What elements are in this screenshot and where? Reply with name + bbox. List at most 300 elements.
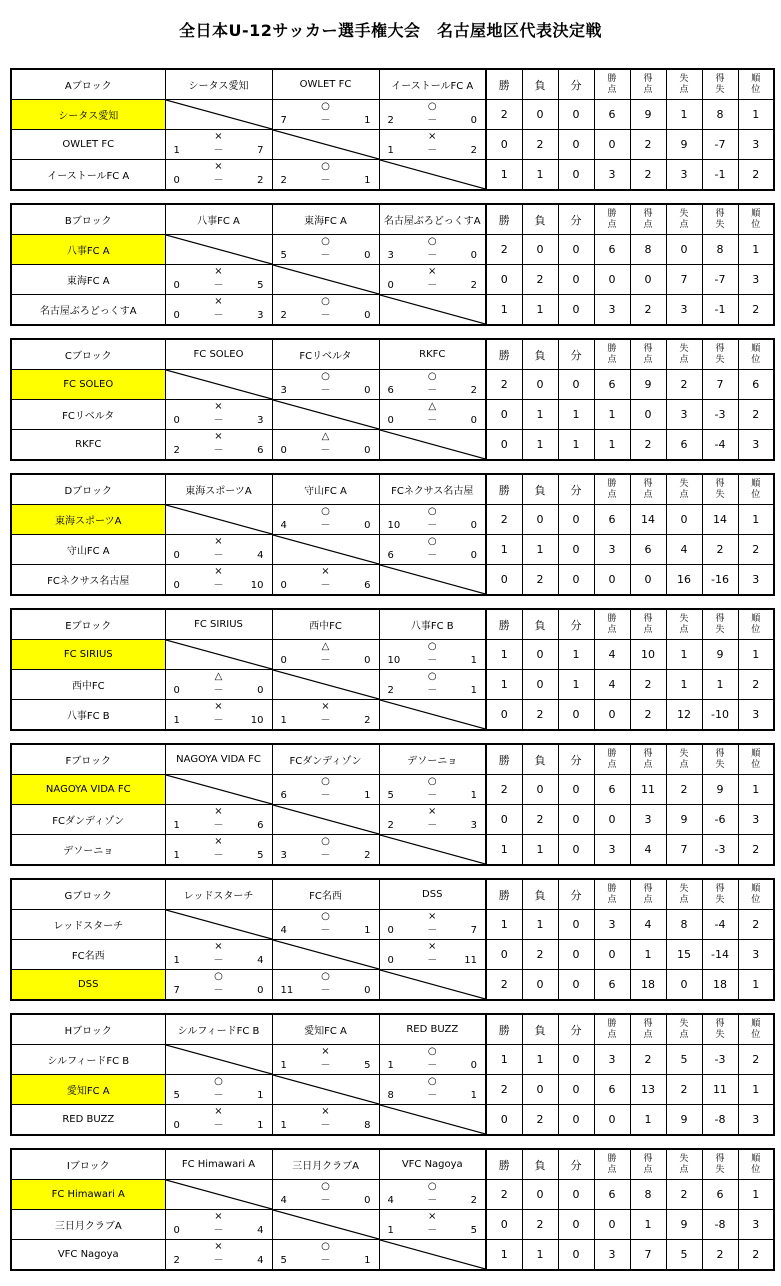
match-score: 8 － 1 (387, 1090, 477, 1101)
match-score: 0 － 3 (173, 310, 264, 321)
column-team-name: 守山FC A (272, 474, 379, 505)
match-result-cell (379, 910, 486, 940)
column-team-name: FCリベルタ (272, 339, 379, 370)
match-score: 3 － 0 (280, 385, 371, 396)
match-result-cell (165, 160, 272, 191)
self-match-cell (272, 1210, 379, 1240)
block-name: Aブロック (11, 69, 165, 100)
column-team-name: シータス愛知 (165, 69, 272, 100)
match-score: 4 － 0 (280, 520, 371, 531)
match-score: 2 － 4 (173, 1255, 264, 1266)
stat-value: 1 (702, 670, 738, 700)
stat-header: 得 点 (630, 69, 666, 100)
stat-value: 1 (486, 535, 522, 565)
result-symbol: △ (321, 431, 330, 442)
stat-value: 18 (702, 970, 738, 1001)
block-table (10, 878, 775, 1001)
stat-header: 得 点 (630, 879, 666, 910)
team-row (11, 130, 774, 160)
self-match-cell (379, 295, 486, 326)
stat-value: 6 (594, 100, 630, 130)
row-team-name: NAGOYA VIDA FC (11, 775, 165, 805)
stat-value: 2 (666, 1075, 702, 1105)
stat-value: 0 (522, 370, 558, 400)
stat-value: 2 (522, 265, 558, 295)
stat-value: 1 (522, 400, 558, 430)
team-row (11, 265, 774, 295)
diagonal-line (380, 430, 486, 459)
stat-value: 4 (594, 670, 630, 700)
row-team-name: 八事FC B (11, 700, 165, 731)
row-team-name: FCネクサス名古屋 (11, 565, 165, 596)
stat-value: 0 (522, 1180, 558, 1210)
stat-value: 2 (630, 670, 666, 700)
stat-value: 3 (594, 535, 630, 565)
result-symbol: × (214, 1211, 223, 1222)
match-result-cell (379, 235, 486, 265)
match-score: 1 － 5 (173, 850, 264, 861)
stat-value: 4 (630, 910, 666, 940)
team-row (11, 535, 774, 565)
match-result-cell (379, 940, 486, 970)
column-team-name: FC SIRIUS (165, 609, 272, 640)
team-row (11, 1180, 774, 1210)
result-symbol: ○ (427, 371, 437, 382)
match-score: 2 － 6 (173, 445, 264, 456)
stat-value: 2 (486, 370, 522, 400)
row-team-name: FCリベルタ (11, 400, 165, 430)
result-symbol: ○ (427, 1076, 437, 1087)
stat-value: 6 (666, 430, 702, 461)
stat-header: 負 (522, 1149, 558, 1180)
result-symbol: × (321, 1106, 330, 1117)
diagonal-line (273, 130, 379, 159)
stat-value: 1 (594, 400, 630, 430)
column-team-name: VFC Nagoya (379, 1149, 486, 1180)
stat-value: 0 (486, 130, 522, 160)
result-symbol: ○ (427, 641, 437, 652)
stat-value: 0 (558, 1210, 594, 1240)
stat-header: 勝 (486, 609, 522, 640)
diagonal-line (380, 835, 486, 864)
stat-value: 11 (702, 1075, 738, 1105)
self-match-cell (272, 940, 379, 970)
team-row (11, 970, 774, 1001)
stat-value: 0 (558, 160, 594, 191)
stat-value: 2 (738, 295, 774, 326)
stat-value: 2 (666, 370, 702, 400)
block-name: Bブロック (11, 204, 165, 235)
column-team-name: 西中FC (272, 609, 379, 640)
column-team-name: シルフィードFC B (165, 1014, 272, 1045)
stat-value: 1 (666, 670, 702, 700)
stat-header: 勝 点 (594, 1149, 630, 1180)
stat-value: -6 (702, 805, 738, 835)
stat-value: 1 (522, 160, 558, 191)
result-symbol: × (214, 431, 223, 442)
stat-value: -14 (702, 940, 738, 970)
match-score: 7 － 1 (280, 115, 371, 126)
stat-value: 2 (738, 670, 774, 700)
stat-value: 6 (630, 535, 666, 565)
result-symbol: × (428, 806, 437, 817)
stat-value: 2 (630, 295, 666, 326)
self-match-cell (379, 430, 486, 461)
diagonal-line (166, 100, 272, 129)
match-result-cell (272, 775, 379, 805)
stat-value: 0 (630, 265, 666, 295)
stat-value: 1 (558, 670, 594, 700)
stat-header: 得 失 (702, 1149, 738, 1180)
match-result-cell (379, 775, 486, 805)
stat-header: 失 点 (666, 204, 702, 235)
diagonal-line (273, 1210, 379, 1239)
match-score: 1 － 2 (387, 145, 477, 156)
result-symbol: ○ (321, 161, 330, 172)
stat-value: 2 (522, 940, 558, 970)
stat-header: 勝 点 (594, 744, 630, 775)
team-row (11, 100, 774, 130)
match-result-cell (379, 1045, 486, 1075)
result-symbol: ○ (321, 836, 330, 847)
self-match-cell (379, 700, 486, 731)
match-score: 0 － 4 (173, 550, 264, 561)
match-score: 4 － 0 (280, 1195, 371, 1206)
stat-value: 1 (522, 835, 558, 866)
column-team-name: 三日月クラブA (272, 1149, 379, 1180)
self-match-cell (379, 565, 486, 596)
result-symbol: ○ (321, 236, 330, 247)
diagonal-line (380, 295, 486, 324)
stat-header: 失 点 (666, 69, 702, 100)
result-symbol: ○ (427, 536, 437, 547)
stat-value: 2 (630, 1045, 666, 1075)
stat-value: 6 (594, 1180, 630, 1210)
match-result-cell (379, 535, 486, 565)
result-symbol: × (214, 836, 223, 847)
self-match-cell (165, 100, 272, 130)
stat-value: 2 (486, 235, 522, 265)
stat-value: -4 (702, 910, 738, 940)
stat-header: 分 (558, 744, 594, 775)
diagonal-line (380, 700, 486, 729)
row-team-name: シータス愛知 (11, 100, 165, 130)
team-row (11, 1105, 774, 1136)
match-result-cell (379, 400, 486, 430)
stat-value: 2 (522, 130, 558, 160)
match-result-cell (165, 835, 272, 866)
stat-header: 勝 (486, 744, 522, 775)
stat-value: 2 (630, 430, 666, 461)
result-symbol: × (428, 131, 437, 142)
stat-value: 0 (594, 265, 630, 295)
result-symbol: × (321, 1046, 330, 1057)
stat-header: 失 点 (666, 474, 702, 505)
stat-value: 0 (522, 100, 558, 130)
stat-header: 失 点 (666, 1014, 702, 1045)
stat-header: 勝 点 (594, 879, 630, 910)
stat-value: 0 (558, 565, 594, 596)
stat-header: 順 位 (738, 474, 774, 505)
team-row (11, 160, 774, 191)
stat-value: 8 (630, 235, 666, 265)
stat-value: 3 (738, 430, 774, 461)
match-score: 0 － 6 (280, 580, 371, 591)
self-match-cell (272, 130, 379, 160)
stat-value: 2 (522, 1105, 558, 1136)
stat-value: 2 (486, 970, 522, 1001)
match-score: 4 － 2 (387, 1195, 477, 1206)
self-match-cell (165, 1045, 272, 1075)
stat-value: 4 (666, 535, 702, 565)
stat-value: 2 (702, 1240, 738, 1271)
match-score: 2 － 0 (387, 115, 477, 126)
stat-value: 2 (666, 1180, 702, 1210)
row-team-name: FC SOLEO (11, 370, 165, 400)
stat-value: 0 (486, 430, 522, 461)
result-symbol: ○ (321, 776, 330, 787)
result-symbol: × (428, 941, 437, 952)
match-result-cell (165, 130, 272, 160)
stat-value: 0 (666, 505, 702, 535)
diagonal-line (166, 370, 272, 399)
team-row (11, 400, 774, 430)
result-symbol: × (428, 911, 437, 922)
stat-value: 3 (666, 160, 702, 191)
self-match-cell (272, 265, 379, 295)
stat-header: 得 失 (702, 474, 738, 505)
match-score: 1 － 7 (173, 145, 264, 156)
match-result-cell (165, 670, 272, 700)
column-team-name: FC SOLEO (165, 339, 272, 370)
match-score: 0 － 5 (173, 280, 264, 291)
match-score: 7 － 0 (173, 985, 264, 996)
team-row (11, 505, 774, 535)
diagonal-line (166, 775, 272, 804)
stat-value: 0 (558, 235, 594, 265)
diagonal-line (273, 670, 379, 699)
stat-value: 0 (558, 265, 594, 295)
block-name: Hブロック (11, 1014, 165, 1045)
stat-value: 0 (558, 940, 594, 970)
diagonal-line (166, 1045, 272, 1074)
diagonal-line (380, 160, 486, 189)
stat-header: 得 失 (702, 204, 738, 235)
stat-value: 3 (594, 1240, 630, 1271)
result-symbol: × (214, 401, 223, 412)
block-table (10, 608, 775, 731)
stat-value: 0 (486, 265, 522, 295)
stat-value: 5 (666, 1240, 702, 1271)
stat-value: 1 (486, 1240, 522, 1271)
stat-value: 1 (486, 295, 522, 326)
stat-header: 失 点 (666, 1149, 702, 1180)
match-result-cell (272, 700, 379, 731)
stat-value: 1 (558, 430, 594, 461)
stat-header: 勝 (486, 69, 522, 100)
result-symbol: × (428, 1211, 437, 1222)
stat-value: 2 (486, 1075, 522, 1105)
stat-header: 失 点 (666, 339, 702, 370)
stat-value: 0 (522, 1075, 558, 1105)
stat-value: 7 (702, 370, 738, 400)
stat-value: 1 (594, 430, 630, 461)
stat-value: 0 (522, 670, 558, 700)
self-match-cell (165, 910, 272, 940)
stat-value: 6 (594, 1075, 630, 1105)
result-symbol: ○ (214, 1076, 223, 1087)
stat-value: -7 (702, 130, 738, 160)
result-symbol: × (214, 1241, 223, 1252)
team-row (11, 940, 774, 970)
match-score: 1 － 8 (280, 1120, 371, 1131)
stat-value: 1 (558, 400, 594, 430)
stat-value: 6 (702, 1180, 738, 1210)
block-table (10, 473, 775, 596)
stat-value: 2 (738, 160, 774, 191)
stat-value: 0 (486, 700, 522, 731)
stat-header: 勝 (486, 204, 522, 235)
stat-value: 1 (630, 1210, 666, 1240)
match-result-cell (272, 640, 379, 670)
stat-header: 分 (558, 474, 594, 505)
stat-header: 得 点 (630, 1149, 666, 1180)
self-match-cell (272, 805, 379, 835)
stat-value: 1 (522, 1045, 558, 1075)
block-table (10, 68, 775, 191)
block-table (10, 743, 775, 866)
stat-value: -10 (702, 700, 738, 731)
row-team-name: FC Himawari A (11, 1180, 165, 1210)
match-score: 0 － 2 (387, 280, 477, 291)
match-score: 5 － 1 (280, 1255, 371, 1266)
stat-header: 負 (522, 69, 558, 100)
stat-value: 9 (630, 100, 666, 130)
stat-value: 2 (738, 1240, 774, 1271)
column-team-name: 名古屋ぶろどっくすA (379, 204, 486, 235)
stat-header: 分 (558, 69, 594, 100)
match-score: 1 － 5 (280, 1060, 371, 1071)
self-match-cell (165, 775, 272, 805)
stat-value: 1 (486, 1045, 522, 1075)
match-score: 4 － 1 (280, 925, 371, 936)
stat-value: 0 (558, 1240, 594, 1271)
diagonal-line (273, 400, 379, 429)
team-row (11, 670, 774, 700)
row-team-name: 守山FC A (11, 535, 165, 565)
stat-value: 1 (738, 235, 774, 265)
stat-value: 0 (558, 700, 594, 731)
self-match-cell (379, 1105, 486, 1136)
result-symbol: ○ (214, 971, 223, 982)
result-symbol: ○ (321, 911, 330, 922)
self-match-cell (272, 400, 379, 430)
diagonal-line (380, 970, 486, 999)
result-symbol: ○ (321, 1181, 330, 1192)
stat-header: 得 点 (630, 609, 666, 640)
stat-value: 0 (594, 805, 630, 835)
stat-header: 負 (522, 474, 558, 505)
stat-value: 0 (558, 535, 594, 565)
diagonal-line (273, 265, 379, 294)
match-score: 6 － 2 (387, 385, 477, 396)
match-score: 2 － 3 (387, 820, 477, 831)
row-team-name: 八事FC A (11, 235, 165, 265)
stat-header: 分 (558, 879, 594, 910)
result-symbol: ○ (427, 671, 437, 682)
stat-value: 2 (738, 535, 774, 565)
self-match-cell (165, 235, 272, 265)
stat-value: 9 (666, 1105, 702, 1136)
match-score: 2 － 0 (280, 310, 371, 321)
match-score: 6 － 0 (387, 550, 477, 561)
row-team-name: FC SIRIUS (11, 640, 165, 670)
row-team-name: 東海スポーツA (11, 505, 165, 535)
result-symbol: ○ (427, 1046, 437, 1057)
stat-value: 7 (666, 265, 702, 295)
result-symbol: ○ (427, 506, 437, 517)
stat-header: 得 失 (702, 339, 738, 370)
diagonal-line (273, 535, 379, 564)
row-team-name: RED BUZZ (11, 1105, 165, 1136)
stat-value: 0 (594, 1105, 630, 1136)
match-result-cell (379, 805, 486, 835)
block-table (10, 203, 775, 326)
stat-header: 負 (522, 204, 558, 235)
result-symbol: ○ (321, 101, 330, 112)
stat-header: 勝 点 (594, 69, 630, 100)
result-symbol: × (321, 701, 330, 712)
stat-value: 9 (702, 640, 738, 670)
stat-value: 3 (738, 1210, 774, 1240)
stat-value: 2 (486, 1180, 522, 1210)
stat-header: 勝 (486, 879, 522, 910)
stat-value: 1 (738, 970, 774, 1001)
match-result-cell (272, 565, 379, 596)
stat-value: 0 (630, 400, 666, 430)
stat-value: 1 (486, 670, 522, 700)
column-team-name: レッドスターチ (165, 879, 272, 910)
match-result-cell (272, 100, 379, 130)
stat-value: 6 (594, 970, 630, 1001)
match-score: 0 － 0 (280, 655, 371, 666)
result-symbol: × (214, 161, 223, 172)
self-match-cell (272, 1075, 379, 1105)
stat-value: 3 (738, 700, 774, 731)
stat-value: 9 (702, 775, 738, 805)
result-symbol: × (321, 566, 330, 577)
stat-value: 0 (558, 100, 594, 130)
stat-value: 10 (630, 640, 666, 670)
stat-value: 3 (630, 805, 666, 835)
stat-value: 0 (486, 400, 522, 430)
stat-value: 0 (522, 775, 558, 805)
match-score: 0 － 0 (280, 445, 371, 456)
match-result-cell (272, 430, 379, 461)
result-symbol: △ (321, 641, 330, 652)
match-result-cell (165, 940, 272, 970)
stat-value: 3 (738, 805, 774, 835)
team-row (11, 775, 774, 805)
stat-value: 4 (594, 640, 630, 670)
stat-value: 3 (738, 940, 774, 970)
result-symbol: ○ (321, 506, 330, 517)
match-score: 0 － 10 (173, 580, 264, 591)
stat-header: 順 位 (738, 339, 774, 370)
match-score: 0 － 1 (173, 1120, 264, 1131)
match-score: 2 － 1 (387, 685, 477, 696)
stat-value: 8 (702, 100, 738, 130)
